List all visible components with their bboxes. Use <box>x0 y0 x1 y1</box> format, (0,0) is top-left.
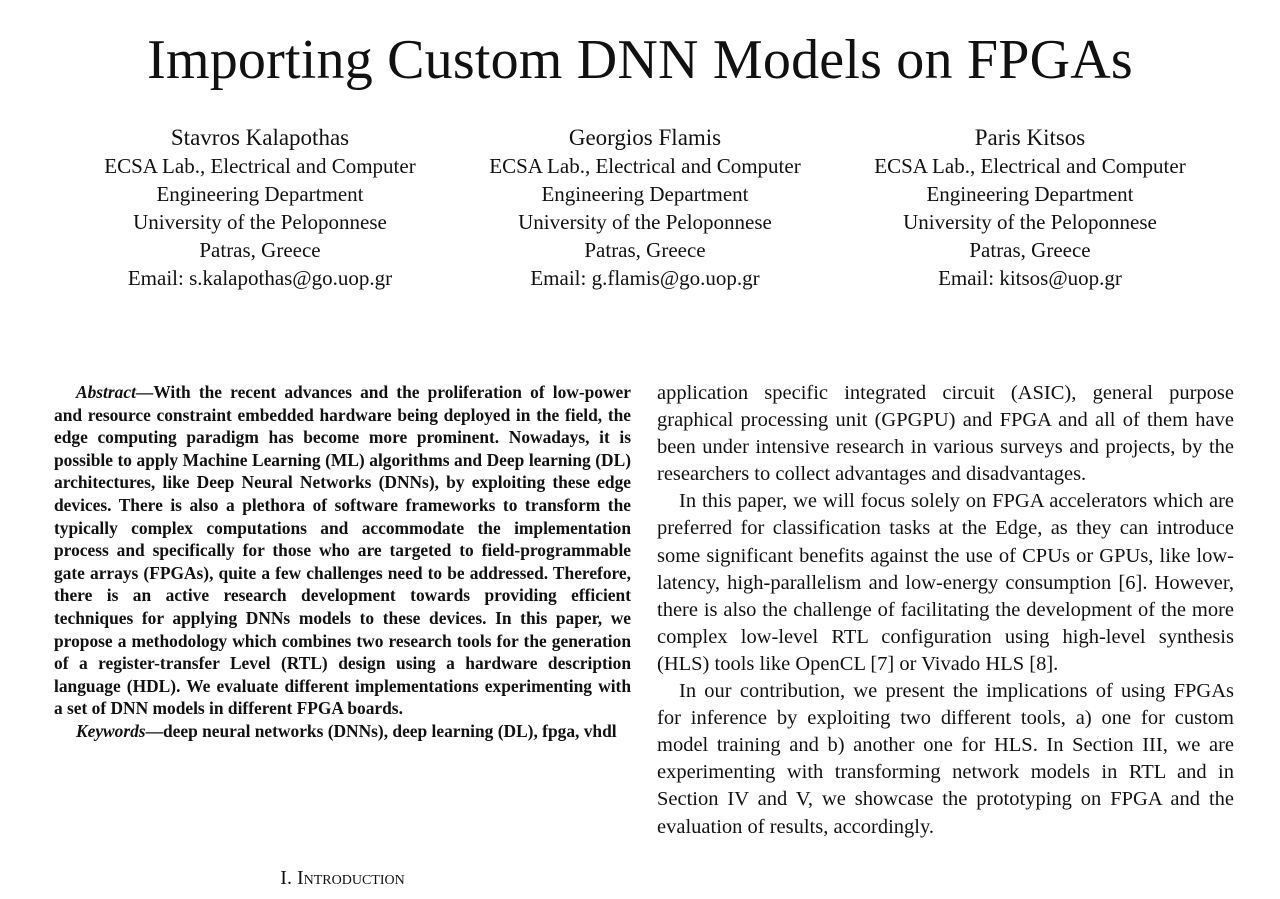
body-paragraph: In this paper, we will focus solely on FPGA accelerators which are preferred for classification tasks at the Edge, as they can introduce some significant benefits against the use of CPUs or GPUs, like low-latency, high-parallelism and low-energy consumption [6]. However, there is also the challenge of facilitating the development of the more complex low-level RTL configuration using high-level synthesis (HLS) tools like OpenCL [7] or Vivado HLS [8]. <box>657 490 1234 675</box>
author-2 <box>455 124 835 292</box>
paper-title: Importing Custom DNN Models on FPGAs <box>147 29 1133 91</box>
author-email: Email: kitsos@uop.gr <box>938 266 1122 290</box>
author-affiliation: ECSA Lab., Electrical and Computer <box>104 154 416 178</box>
right-column <box>657 380 1234 841</box>
author-affiliation: Engineering Department <box>156 182 364 206</box>
author-name: Georgios Flamis <box>568 125 722 150</box>
abstract-label: Abstract <box>76 382 136 402</box>
section-heading <box>54 866 631 890</box>
section-title: Introduction <box>296 867 405 889</box>
keywords-text: —deep neural networks (DNNs), deep learning (DL), fpga, vhdl <box>145 720 617 741</box>
author-affiliation: Engineering Department <box>541 182 749 206</box>
author-affiliation: ECSA Lab., Electrical and Computer <box>489 154 801 178</box>
author-1 <box>70 124 450 292</box>
author-email: Email: g.flamis@go.uop.gr <box>530 266 760 290</box>
author-affiliation: University of the Peloponnese <box>133 210 387 234</box>
body-paragraph: application specific integrated circuit (ASIC), general purpose graphical processing unit (GPGPU) and FPGA and all of them have been under intensive research in various surveys and projects, by the researchers to collect advantages and disadvantages. <box>657 382 1234 486</box>
author-affiliation: ECSA Lab., Electrical and Computer <box>874 154 1186 178</box>
author-location: Patras, Greece <box>584 238 706 262</box>
keywords-label: Keywords <box>76 720 146 741</box>
author-location: Patras, Greece <box>199 238 321 262</box>
abstract-text: —With the recent advances and the proliferation of low-power and resource constraint embedded hardware being deployed in the field, the edge computing paradigm has become more prominent. Nowadays, it is possible to apply Machine Learning (ML) algorithms and Deep learning (DL) architectures, like Deep Neural Networks (DNNs), by exploiting these edge devices. There is also a plethora of software frameworks to transform the typically complex computations and accommodate the implementation process and specifically for those who are targeted to field-programmable gate arrays (FPGAs), quite a few challenges need to be addressed. Therefore, there is an active research development towards providing efficient techniques for applying DNNs models to these devices. In this paper, we propose a methodology which combines two research tools for the generation of a register-transfer Level (RTL) design using a hardware description language (HDL). We evaluate different implementations experimenting with a set of DNN models in different FPGA boards. <box>54 382 631 719</box>
author-block <box>70 124 1220 292</box>
body-paragraph: In our contribution, we present the implications of using FPGAs for inference by exploiting two different tools, a) one for custom model training and b) another one for HLS. In Section III, we are experimenting with transforming network models in RTL and in Section IV and V, we showcase the prototyping on FPGA and the evaluation of results, accordingly. <box>657 680 1234 838</box>
author-3 <box>840 124 1220 292</box>
author-email: Email: s.kalapothas@go.uop.gr <box>127 266 393 290</box>
abstract <box>54 381 631 720</box>
author-name: Stavros Kalapothas <box>170 125 350 150</box>
author-affiliation: University of the Peloponnese <box>518 210 772 234</box>
section-number: I. <box>280 867 297 889</box>
author-location: Patras, Greece <box>969 238 1091 262</box>
author-affiliation: University of the Peloponnese <box>903 210 1157 234</box>
left-column <box>54 381 631 743</box>
author-affiliation: Engineering Department <box>926 182 1134 206</box>
author-name: Paris Kitsos <box>974 125 1086 150</box>
keywords <box>54 720 631 743</box>
